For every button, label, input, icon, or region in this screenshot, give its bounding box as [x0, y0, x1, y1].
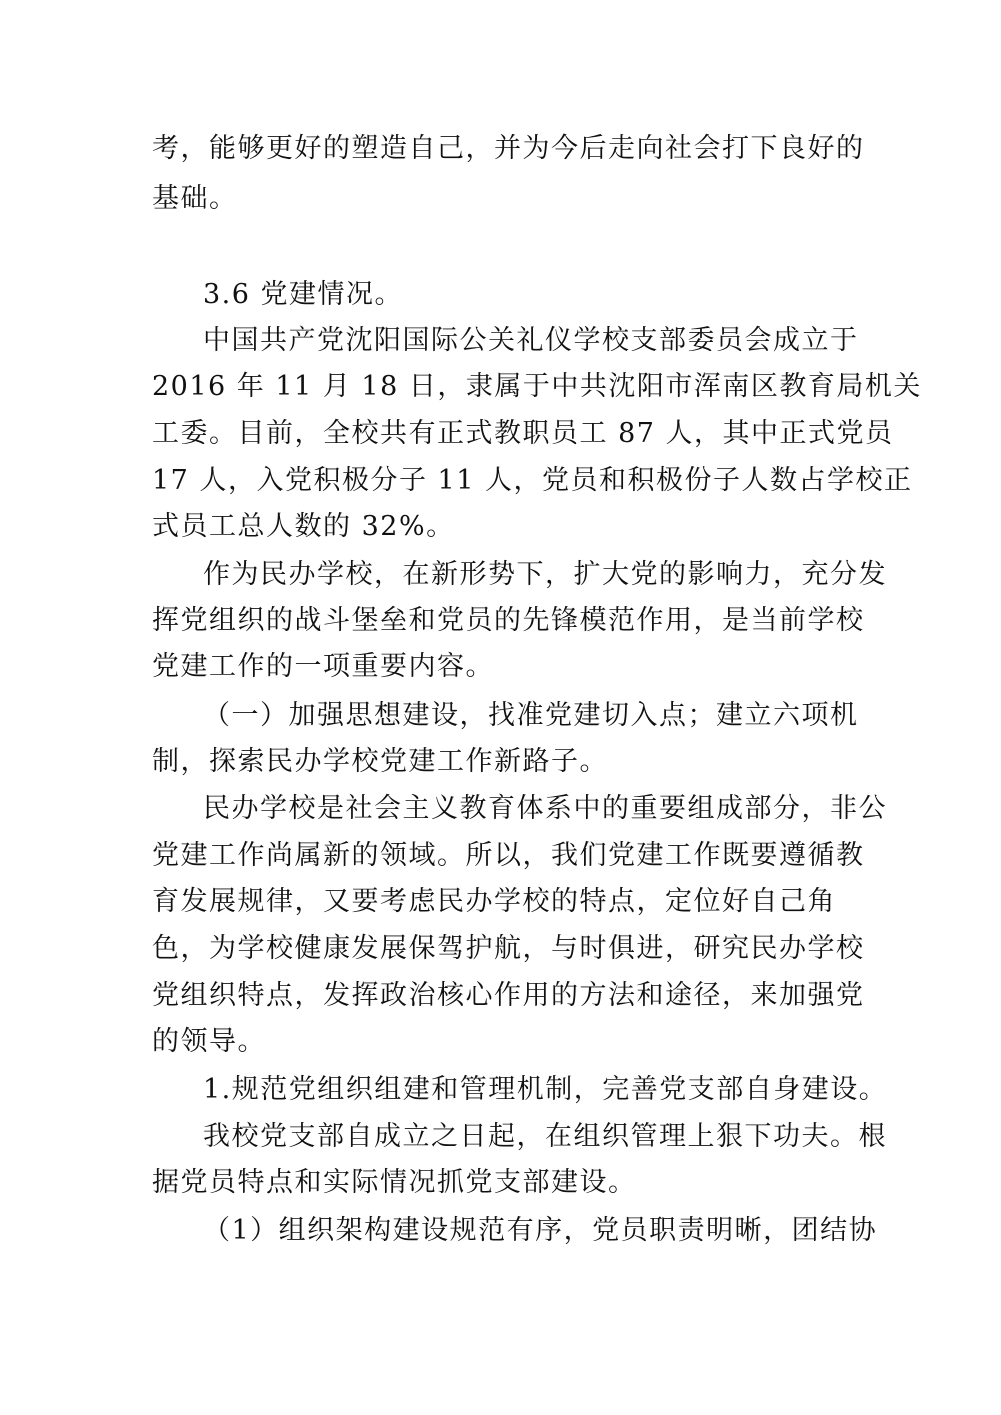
subheading-line: （一）加强思想建设，找准党建切入点；建立六项机 — [203, 700, 859, 731]
text-line: 作为民办学校，在新形势下，扩大党的影响力，充分发 — [203, 559, 887, 590]
text-line: 育发展规律，又要考虑民办学校的特点，定位好自己角 — [152, 886, 836, 917]
text-line: 党建工作的一项重要内容。 — [152, 651, 494, 682]
section-heading: 3.6 党建情况。 — [203, 279, 404, 310]
text-line: 17 人，入党积极分子 11 人，党员和积极份子人数占学校正 — [152, 465, 913, 496]
text-line: 民办学校是社会主义教育体系中的重要组成部分，非公 — [203, 793, 887, 824]
text-line: （1）组织架构建设规范有序，党员职责明晰，团结协 — [203, 1215, 878, 1246]
text-line: 中国共产党沈阳国际公关礼仪学校支部委员会成立于 — [203, 325, 859, 356]
text-line: 党组织特点，发挥政治核心作用的方法和途径，来加强党 — [152, 980, 865, 1011]
text-line: 我校党支部自成立之日起，在组织管理上狠下功夫。根 — [203, 1121, 887, 1152]
text-line: 据党员特点和实际情况抓党支部建设。 — [152, 1167, 637, 1198]
text-line: 的领导。 — [152, 1026, 266, 1057]
text-line: 式员工总人数的 32%。 — [152, 511, 455, 542]
text-line: 考，能够更好的塑造自己，并为今后走向社会打下良好的 — [152, 133, 865, 164]
text-line: 党建工作尚属新的领域。所以，我们党建工作既要遵循教 — [152, 840, 865, 871]
text-line: 挥党组织的战斗堡垒和党员的先锋模范作用，是当前学校 — [152, 605, 865, 636]
text-line: 2016 年 11 月 18 日，隶属于中共沈阳市浑南区教育局机关 — [152, 371, 922, 402]
text-line: 色，为学校健康发展保驾护航，与时俱进，研究民办学校 — [152, 933, 865, 964]
subheading-line: 1.规范党组织组建和管理机制，完善党支部自身建设。 — [203, 1074, 888, 1105]
text-line: 工委。目前，全校共有正式教职员工 87 人，其中正式党员 — [152, 418, 894, 449]
text-line: 基础。 — [152, 183, 238, 214]
subheading-line: 制，探索民办学校党建工作新路子。 — [152, 746, 608, 777]
